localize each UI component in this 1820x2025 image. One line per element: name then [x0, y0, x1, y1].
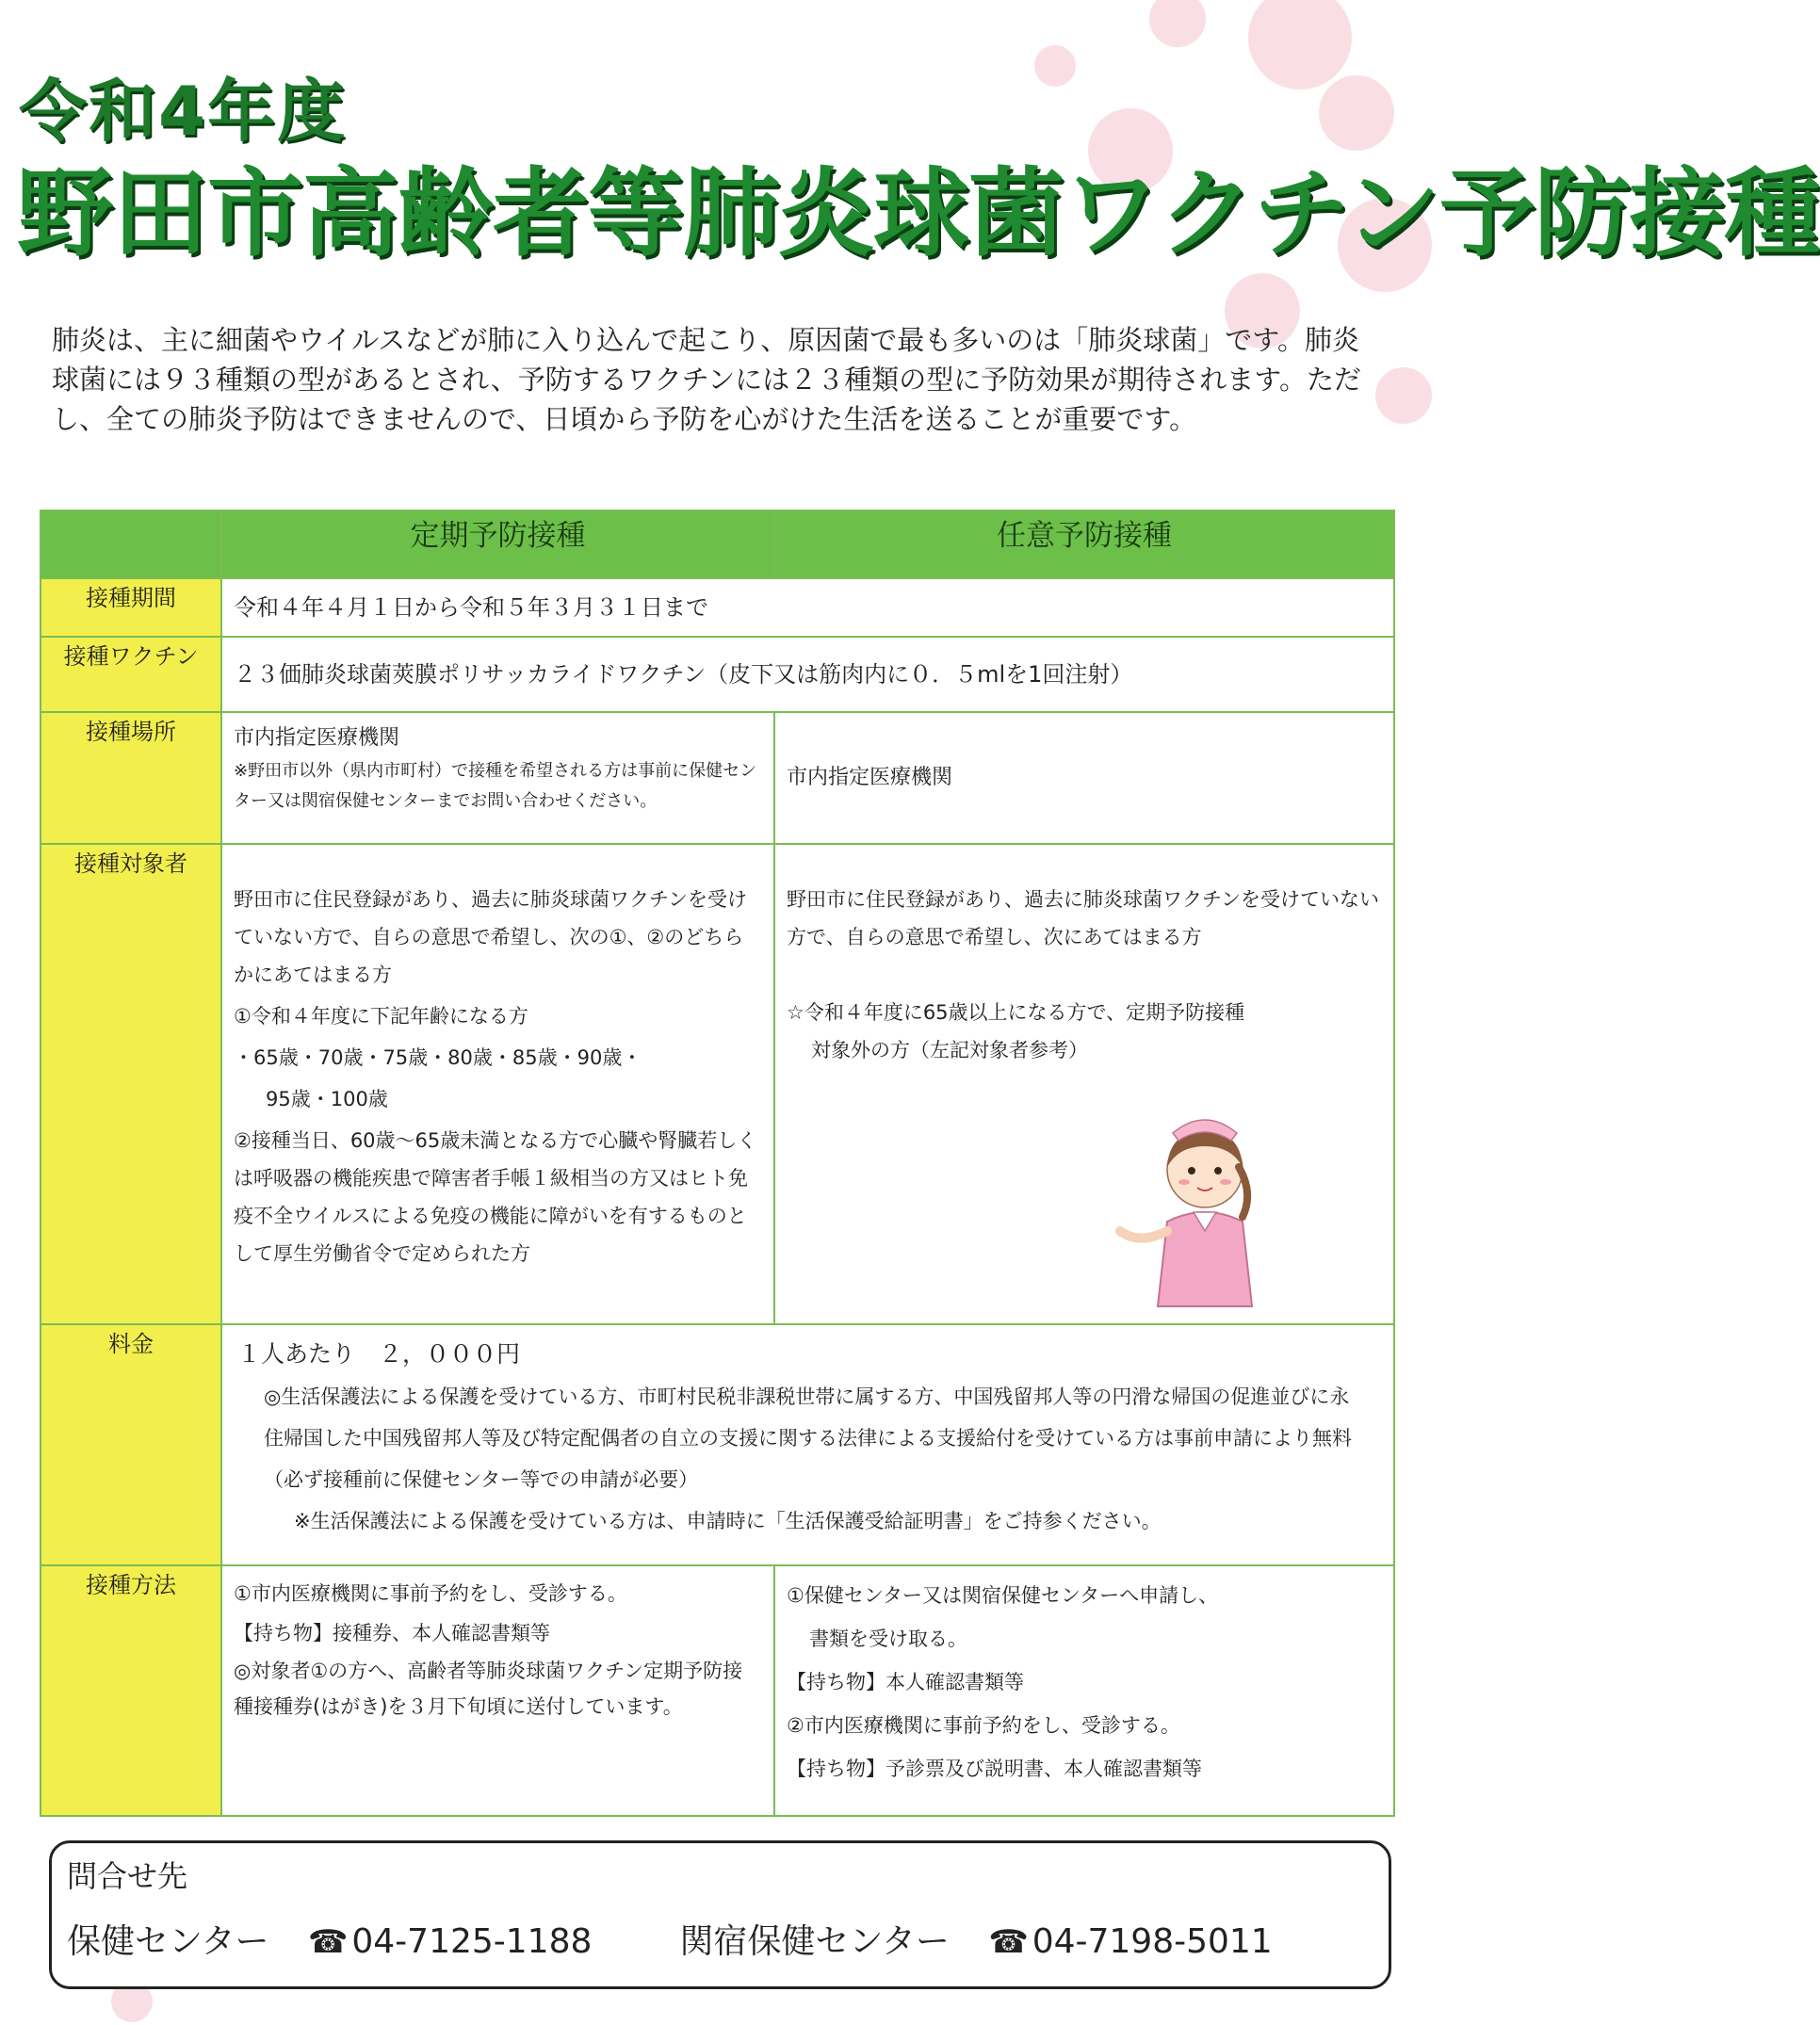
page-title: 野田市高齢者等肺炎球菌ワクチン予防接種: [17, 158, 1820, 270]
column-header-regular: 定期予防接種: [221, 510, 774, 578]
place-regular: [221, 712, 774, 844]
place-regular-text: 市内指定医療機関: [234, 726, 400, 750]
target-optional-line: 野田市に住民登録があり、過去に肺炎球菌ワクチンを受けていない方で、自らの意思で希望し、次にあてはまる方: [787, 888, 1379, 948]
row-label-place: 接種場所: [41, 712, 221, 844]
telephone-icon: ☎: [988, 1923, 1029, 1961]
center2-name: 関宿保健センター: [679, 1922, 950, 1961]
table-corner: [41, 510, 221, 578]
target-regular-line: 野田市に住民登録があり、過去に肺炎球菌ワクチンを受けていない方で、自らの意思で希望し、次の①、②のどちらかにあてはまる方: [234, 888, 747, 986]
method-optional: [774, 1565, 1394, 1816]
table-row: [41, 1565, 1394, 1816]
contact-row: [67, 1915, 1273, 1963]
table-header-row: [41, 510, 1394, 578]
nurse-illustration-icon: [1111, 1080, 1299, 1306]
target-regular-line: 95歳・100歳: [266, 1088, 388, 1110]
row-label-target: 接種対象者: [41, 844, 221, 1324]
method-optional-line: 【持ち物】本人確認書類等: [787, 1671, 1024, 1693]
table-row: [41, 1324, 1394, 1565]
row-label-period: 接種期間: [41, 578, 221, 637]
table-row: [41, 844, 1394, 1324]
row-label-method: 接種方法: [41, 1565, 221, 1816]
method-optional-line: ①保健センター又は関宿保健センターへ申請し、: [787, 1584, 1219, 1607]
method-optional-line: 【持ち物】予診票及び説明書、本人確認書類等: [787, 1758, 1202, 1780]
target-regular-line: ②接種当日、60歳～65歳未満となる方で心臓や腎臓若しくは呼吸器の機能疾患で障害者手帳１級相当の方又はヒト免疫不全ウイルスによる免疫の機能に障がいを有するものとして厚生労働省令で定められた方: [234, 1129, 757, 1265]
period-text: 令和４年４月１日から令和５年３月３１日まで: [234, 594, 708, 621]
method-optional-line: 書類を受け取る。: [809, 1628, 967, 1650]
method-optional-line: ②市内医療機関に事前予約をし、受診する。: [787, 1714, 1180, 1737]
target-regular-line: ①令和４年度に下記年齢になる方: [234, 1005, 528, 1028]
table-row: [41, 578, 1394, 637]
table-row: [41, 712, 1394, 844]
target-optional: [774, 844, 1394, 1324]
row-label-fee: 料金: [41, 1324, 221, 1565]
place-regular-note: ※野田市以外（県内市町村）で接種を希望される方は事前に保健センター又は関宿保健センターまでお問い合わせください。: [234, 761, 757, 811]
method-regular-line: ◎対象者①の方へ、高齢者等肺炎球菌ワクチン定期予防接種接種券(はがき)を３月下旬頃に送付しています。: [234, 1660, 743, 1718]
method-regular-line: ①市内医療機関に事前予約をし、受診する。: [234, 1582, 627, 1605]
fee-value: [221, 1324, 1394, 1565]
telephone-icon: ☎: [308, 1923, 349, 1961]
center1-name: 保健センター: [67, 1922, 269, 1961]
target-optional-line: 対象外の方（左記対象者参考）: [811, 1039, 1088, 1061]
contact-box: [49, 1840, 1391, 1989]
fee-note: ※生活保護法による保護を受けている方は、申請時に「生活保護受給証明書」をご持参ください。: [294, 1510, 1162, 1532]
fee-amount: １人あたり ２，０００円: [237, 1340, 521, 1368]
title-year: 令和4年度: [19, 72, 348, 151]
target-optional-line: ☆令和４年度に65歳以上になる方で、定期予防接種: [787, 1001, 1245, 1024]
intro-text: 肺炎は、主に細菌やウイルスなどが肺に入り込んで起こり、原因菌で最も多いのは「肺炎球菌」です。肺炎球菌には９３種類の型があるとされ、予防するワクチンには２３種類の型に予防効果が期待されます。ただし、全ての肺炎予防はできませんので、日頃から予防を心がけた生活を送ることが重要です。: [52, 324, 1361, 435]
vaccination-table: [40, 510, 1395, 1817]
contact-label: 問合せ先: [67, 1858, 188, 1894]
method-regular: [221, 1565, 774, 1816]
vaccine-text: ２３価肺炎球菌莢膜ポリサッカライドワクチン（皮下又は筋肉内に０．５mlを1回注射）: [234, 661, 1133, 688]
center2-phone[interactable]: 04-7198-5011: [1032, 1922, 1273, 1961]
period-value: [221, 578, 1394, 637]
target-regular: [221, 844, 774, 1324]
vaccine-value: [221, 637, 1394, 712]
table-row: [41, 637, 1394, 712]
target-regular-line: ・65歳・70歳・75歳・80歳・85歳・90歳・: [234, 1046, 642, 1069]
row-label-vaccine: 接種ワクチン: [41, 637, 221, 712]
place-optional-text: 市内指定医療機関: [787, 766, 953, 789]
place-optional: [774, 712, 1394, 844]
center1-phone[interactable]: 04-7125-1188: [351, 1922, 593, 1961]
method-regular-line: 【持ち物】接種券、本人確認書類等: [234, 1622, 550, 1644]
column-header-optional: 任意予防接種: [774, 510, 1394, 578]
fee-exemption: ◎生活保護法による保護を受けている方、市町村民税非課税世帯に属する方、中国残留邦人等の円滑な帰国の促進並びに永住帰国した中国残留邦人等及び特定配偶者の自立の支援に関する法律による支援給付を受けている方は事前申請により無料 （必ず接種前に保健センター等での申請が必要）: [264, 1385, 1372, 1491]
